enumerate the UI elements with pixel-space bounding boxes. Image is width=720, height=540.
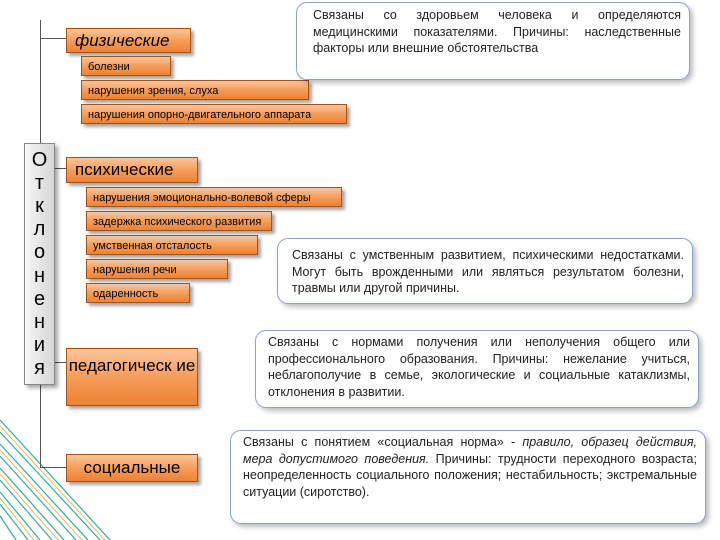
deviations-letter: н [33,310,46,333]
deviations-letter: я [34,357,45,380]
deviations-letter: л [33,218,46,241]
category-mental: психические [66,157,198,183]
deviations-letter: е [33,287,46,310]
mental-note: Связаны с умственным развитием, психическими недостатками. Могут быть врожденными или являться результатом болезни, травмы или другой причины. [277,238,693,304]
physical-item-illness: болезни [81,56,171,76]
category-social: социальные [66,454,198,482]
social-note [230,430,706,524]
mental-item-retardation: умственная отсталость [86,235,258,255]
connector-social [40,467,66,468]
mental-item-giftedness: одаренность [86,283,190,303]
mental-item-speech: нарушения речи [86,259,228,279]
deviations-letter: и [33,334,46,357]
connector-physical [40,38,66,39]
connector-pedagogical [55,362,66,363]
mental-item-emotional: нарушения эмоционально-волевой сферы [86,187,342,207]
category-physical: физические [66,28,191,53]
physical-item-musculoskeletal: нарушения опорно-двигательного аппарата [81,104,347,124]
connector-mental [55,168,66,169]
social-note-end: Причины: трудности переходного возраста; неопределенность социального положения; нестабильность; экстремальные ситуации (сиротство). [243,451,697,499]
deviations-letter: т [34,171,45,194]
deviations-letter: о [33,241,46,264]
social-note-start: Связаны с понятием «социальная норма» - [243,435,523,449]
category-pedagogical: педагогическ ие [66,348,198,406]
pedagogical-note: Связаны с нормами получения или неполучения общего или профессионального образования. Причины: нежелание учиться, неблагополучие в семье, экологические и социальные катаклизмы, отклонения в развитии. [255,330,699,408]
physical-item-vision-hearing: нарушения зрения, слуха [81,80,309,100]
deviations-letter: к [35,194,44,217]
physical-note: Связаны со здоровьем человека и определяются медицинскими показателями. Причины: наследственные факторы или внешние обстоятельства [296,2,690,80]
mental-item-delay: задержка психического развития [86,211,272,231]
deviations-vertical-label [24,143,55,385]
social-note-italic: правило, образец действия, мера допустимого поведения. [243,435,697,466]
connector-vertical-lower [40,385,41,467]
deviations-letter: н [33,264,46,287]
deviations-letter: О [31,148,48,171]
